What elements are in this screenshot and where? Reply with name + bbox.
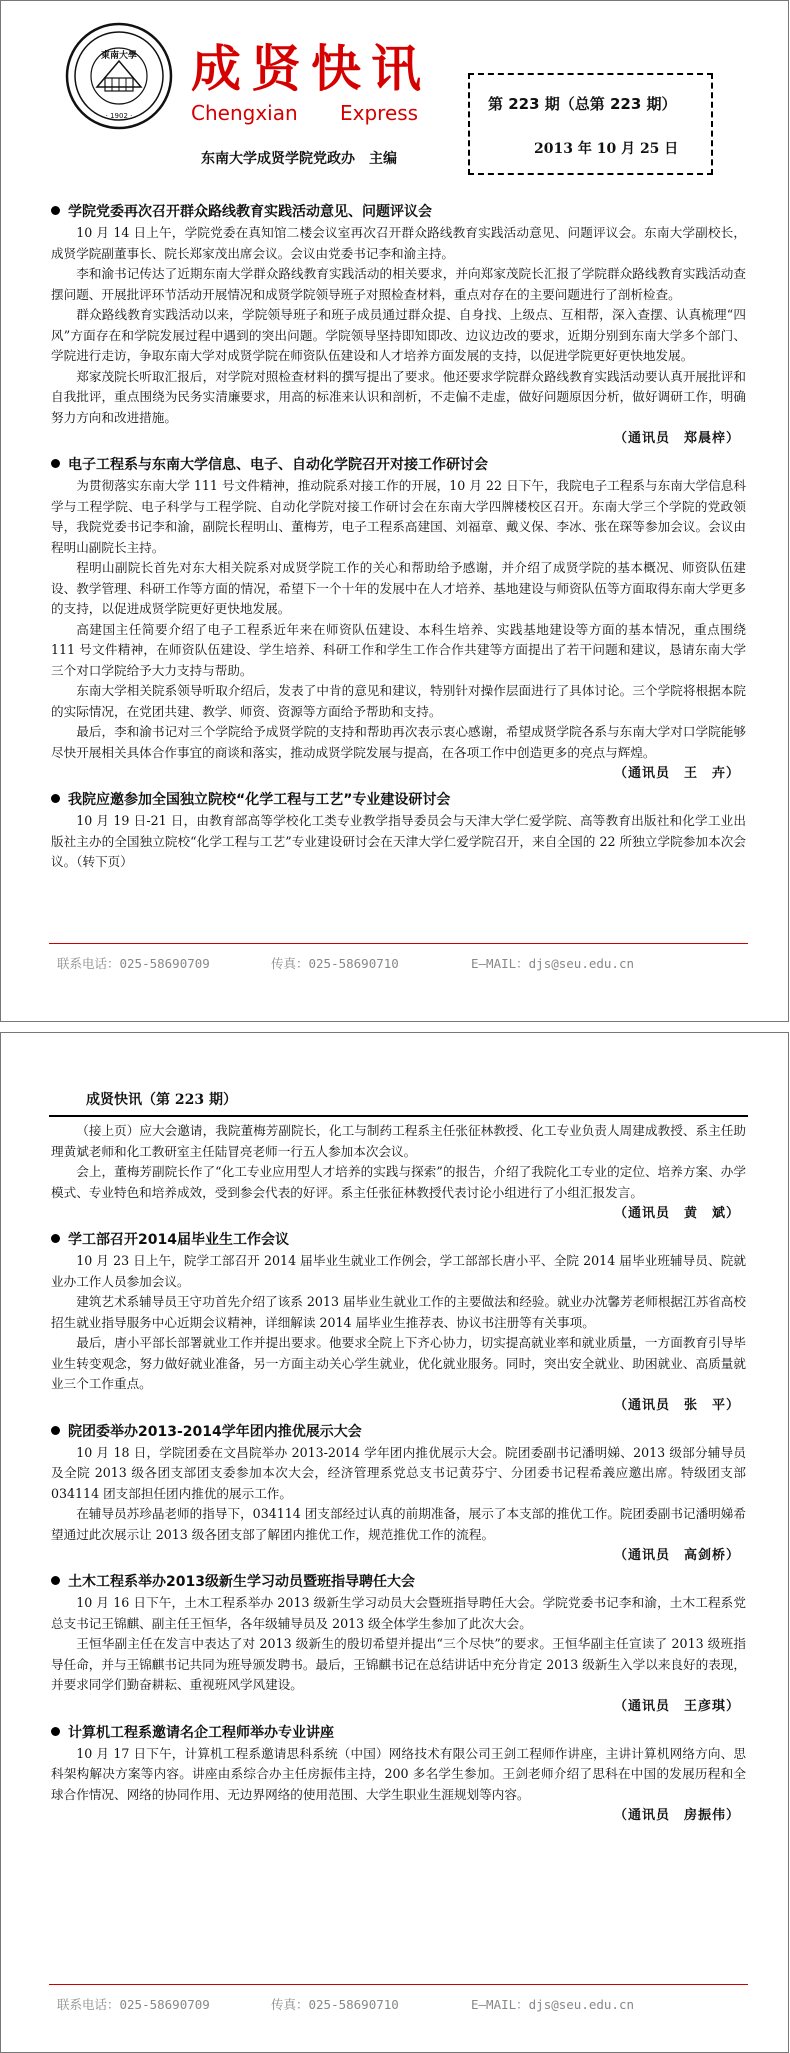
brand-title-cn: 成贤快讯 [191, 39, 431, 98]
article-paragraph: 最后，李和渝书记对三个学院给予成贤学院的支持和帮助再次表示衷心感谢，希望成贤学院各系与东南大学对口学院能够尽快开展相关具体合作事宜的商谈和落实，推动成贤学院发展与提高，在各项工作中创造更多的亮点与辉煌。 [51, 724, 746, 760]
article-title: 学院党委再次召开群众路线教育实践活动意见、问题评议会 [51, 201, 746, 223]
masthead [191, 39, 441, 125]
footer-email[interactable]: E—MAIL：djs@seu.edu.cn [471, 956, 635, 971]
brand-title-en: Chengxian Express [191, 101, 419, 125]
bullet-icon [51, 1234, 60, 1243]
reporter-signature: （通讯员 张 平） [613, 1397, 740, 1413]
article-title: 学工部召开2014届毕业生工作会议 [51, 1229, 746, 1251]
article-paragraph: 高建国主任简要介绍了电子工程系近年来在师资队伍建设、本科生培养、实践基地建设等方面的基本情况，重点围绕 111 号文件精神，在师资队伍建设、学生培养、科研工作和学生工作合作共建等方面提出了若干问题和建议，恳请东南大学三个对口学院给予大力支持与帮助。 [51, 621, 746, 678]
reporter-signature: （通讯员 郑晨梓） [613, 431, 740, 446]
bullet-icon [51, 794, 60, 803]
article-paragraph: 会上，董梅芳副院长作了“化工专业应用型人才培养的实践与探索”的报告，介绍了我院化工专业的定位、培养方案、办学模式、专业特色和培养成效，受到参会代表的好评。系主任张征林教授代表讨论小组进行了小组汇报发言。 [51, 1164, 746, 1200]
article-paragraph: 10 月 18 日，学院团委在文昌院举办 2013-2014 学年团内推优展示大会。院团委副书记潘明娣、2013 级部分辅导员及全院 2013 级各团支部团支委参加本次大会，经济管理系党总支书记黄芬宁、分团委书记程希義应邀出席。特级团支部 034114 团支部担任团内推优的展示工作。 [51, 1444, 746, 1501]
article-title: 我院应邀参加全国独立院校“化学工程与工艺”专业建设研讨会 [51, 789, 746, 811]
page-2 [0, 1032, 789, 2053]
article-paragraph: 为贯彻落实东南大学 111 号文件精神，推动院系对接工作的开展，10 月 22 日下午，我院电子工程系与东南大学信息科学与工程学院、电子科学与工程学院、自动化学院对接工作研讨会在东南大学四牌楼校区召开。东南大学三个学院的党政领导，我院党委书记李和渝，副院长程明山、董梅芳，电子工程系高建国、刘福章、戴义保、李冰、张在琛等参加会议。会议由程明山副院长主持。 [51, 478, 746, 555]
article-title: 土木工程系举办2013级新生学习动员暨班指导聘任大会 [51, 1571, 746, 1593]
footer-phone: 联系电话：025-58690709 [57, 1997, 210, 2012]
editor-line: 东南大学成贤学院党政办 主编 [201, 151, 397, 167]
article-paragraph: 最后，唐小平部长部署就业工作并提出要求。他要求全院上下齐心协力，切实提高就业率和就业质量，一方面教育引导毕业生转变观念，努力做好就业准备，另一方面主动关心学生就业，优化就业服务。同时，突出安全就业、助困就业、高质量就业三个工作重点。 [51, 1335, 746, 1391]
reporter-signature: （通讯员 王彦琪） [613, 1698, 740, 1714]
article-paragraph: 东南大学相关院系领导听取介绍后，发表了中肯的意见和建议，特别针对操作层面进行了具体讨论。三个学院将根据本院的实际情况，在党团共建、教学、师资、资源等方面给予帮助和支持。 [51, 683, 746, 719]
article-paragraph: 10 月 16 日下午，土木工程系举办 2013 级新生学习动员大会暨班指导聘任大会。学院党委书记李和渝，土木工程系党总支书记王锦麒、副主任王恒华，各年级辅导员及 2013 级全体学生参加了此次大会。 [51, 1595, 746, 1631]
footer-divider [49, 943, 748, 944]
running-head-rule [49, 1115, 748, 1117]
article-paragraph: （接上页）应大会邀请，我院董梅芳副院长，化工与制药工程系主任张征林教授、化工专业负责人周建成教授、系主任助理黄斌老师和化工教研室主任陆冒亮老师一行五人参加本次会议。 [51, 1123, 746, 1159]
footer-fax: 传真：025-58690710 [271, 956, 399, 971]
footer-divider [49, 1984, 748, 1985]
footer-fax: 传真：025-58690710 [271, 1997, 399, 2012]
article-paragraph: 建筑艺术系辅导员王守功首先介绍了该系 2013 届毕业生就业工作的主要做法和经验。就业办沈馨芳老师根据江苏省高校招生就业指导服务中心近期会议精神，详细解读 2014 届毕业生推荐表、协议书注册等有关事项。 [51, 1294, 746, 1330]
page1-content [51, 197, 746, 873]
article-paragraph: 王恒华副主任在发言中表达了对 2013 级新生的殷切希望并提出“三个尽快”的要求。王恒华副主任宣读了 2013 级班指导任命，并与王锦麒书记共同为班导颁发聘书。最后，王锦麒书记在总结讲话中充分肯定 2013 级新生入学以来良好的表现，并要求同学们勤奋耕耘、重视班风学风建设。 [51, 1636, 746, 1692]
bullet-icon [51, 1426, 60, 1435]
article-paragraph: 在辅导员苏珍晶老师的指导下，034114 团支部经过认真的前期准备，展示了本支部的推优工作。院团委副书记潘明娣希望通过此次展示让 2013 级各团支部了解团内推优工作，规范推优工作的流程。 [51, 1506, 746, 1542]
reporter-signature: （通讯员 黄 斌） [613, 1206, 740, 1221]
article-title: 电子工程系与东南大学信息、电子、自动化学院召开对接工作研讨会 [51, 454, 746, 476]
bullet-icon [51, 206, 60, 215]
svg-text:東南大學: 東南大學 [100, 51, 138, 61]
article-paragraph: 10 月 17 日下午，计算机工程系邀请思科系统（中国）网络技术有限公司王剑工程师作讲座，主讲计算机网络方向、思科架构解决方案等内容。讲座由系综合办主任房振伟主持，200 多名学生参加。王剑老师介绍了思科在中国的发展历程和全球合作情况、网络的协同作用、无边界网络的使用范围、大学生职业生涯规划等内容。 [51, 1745, 746, 1802]
article-paragraph: 群众路线教育实践活动以来，学院领导班子和班子成员通过群众提、自身找、上级点、互相帮，深入查摆、认真梳理“四风”方面存在和学院发展过程中遇到的突出问题。学院领导坚持即知即改、边议边改的要求，近期分别到东南大学多个部门、学院进行走访，争取东南大学对成贤学院在师资队伍建设和人才培养方面发展的支持，以促进学院更好更快地发展。 [51, 307, 746, 363]
reporter-signature: （通讯员 高剑桥） [613, 1548, 740, 1563]
page2-content [51, 1121, 746, 1827]
university-seal-logo [64, 21, 174, 131]
issue-box [468, 73, 713, 175]
article-paragraph: 郑家茂院长听取汇报后，对学院对照检查材料的撰写提出了要求。他还要求学院群众路线教育实践活动要认真开展批评和自我批评，重点围绕为民务实清廉要求，用高的标准来认识和剖析，不走偏不走虚，做好问题原因分析，做好调研工作，明确努力方向和改进措施。 [51, 368, 746, 425]
article-title: 计算机工程系邀请名企工程师举办专业讲座 [51, 1722, 746, 1744]
footer-phone: 联系电话：025-58690709 [57, 956, 210, 971]
reporter-signature: （通讯员 王 卉） [613, 766, 740, 781]
page-1 [0, 0, 789, 1022]
article-paragraph: 程明山副院长首先对东大相关院系对成贤学院工作的关心和帮助给予感谢，并介绍了成贤学院的基本概况、师资队伍建设、教学管理、科研工作等方面的情况，希望下一个十年的发展中在人才培养、基地建设与师资队伍等方面取得东南大学更多的支持，以促进成贤学院更好更快地发展。 [51, 560, 746, 616]
bullet-icon [51, 1576, 60, 1585]
article-paragraph: 10 月 19 日-21 日，由教育部高等学校化工类专业教学指导委员会与天津大学仁爱学院、高等教育出版社和化学工业出版社主办的全国独立院校“化学工程与工艺”专业建设研讨会在天津大学仁爱学院召开，来自全国的 22 所独立学院参加本次会议。（转下页） [51, 813, 746, 869]
article-title: 院团委举办2013-2014学年团内推优展示大会 [51, 1421, 746, 1443]
article-paragraph: 李和渝书记传达了近期东南大学群众路线教育实践活动的相关要求，并向郑家茂院长汇报了学院群众路线教育实践活动查摆问题、开展批评环节活动开展情况和成贤学院领导班子对照检查材料，重点对存在的主要问题进行了剖析检查。 [51, 266, 746, 302]
footer-email[interactable]: E—MAIL：djs@seu.edu.cn [471, 1997, 635, 2012]
article-paragraph: 10 月 23 日上午，院学工部召开 2014 届毕业生就业工作例会，学工部部长唐小平、全院 2014 届毕业班辅导员、院就业办工作人员参加会议。 [51, 1253, 746, 1289]
issue-number: 第 223 期（总第 223 期） [488, 95, 677, 113]
article-paragraph: 10 月 14 日上午，学院党委在真知馆二楼会议室再次召开群众路线教育实践活动意见、问题评议会。东南大学副校长，成贤学院副董事长、院长郑家茂出席会议。会议由党委书记李和渝主持。 [51, 225, 746, 261]
bullet-icon [51, 1727, 60, 1736]
issue-date: 2013 年 10 月 25 日 [534, 141, 679, 157]
svg-text:· 1902 ·: · 1902 · [105, 112, 133, 120]
running-head: 成贤快讯（第 223 期） [86, 1092, 237, 1108]
reporter-signature: （通讯员 房振伟） [613, 1808, 740, 1823]
bullet-icon [51, 459, 60, 468]
